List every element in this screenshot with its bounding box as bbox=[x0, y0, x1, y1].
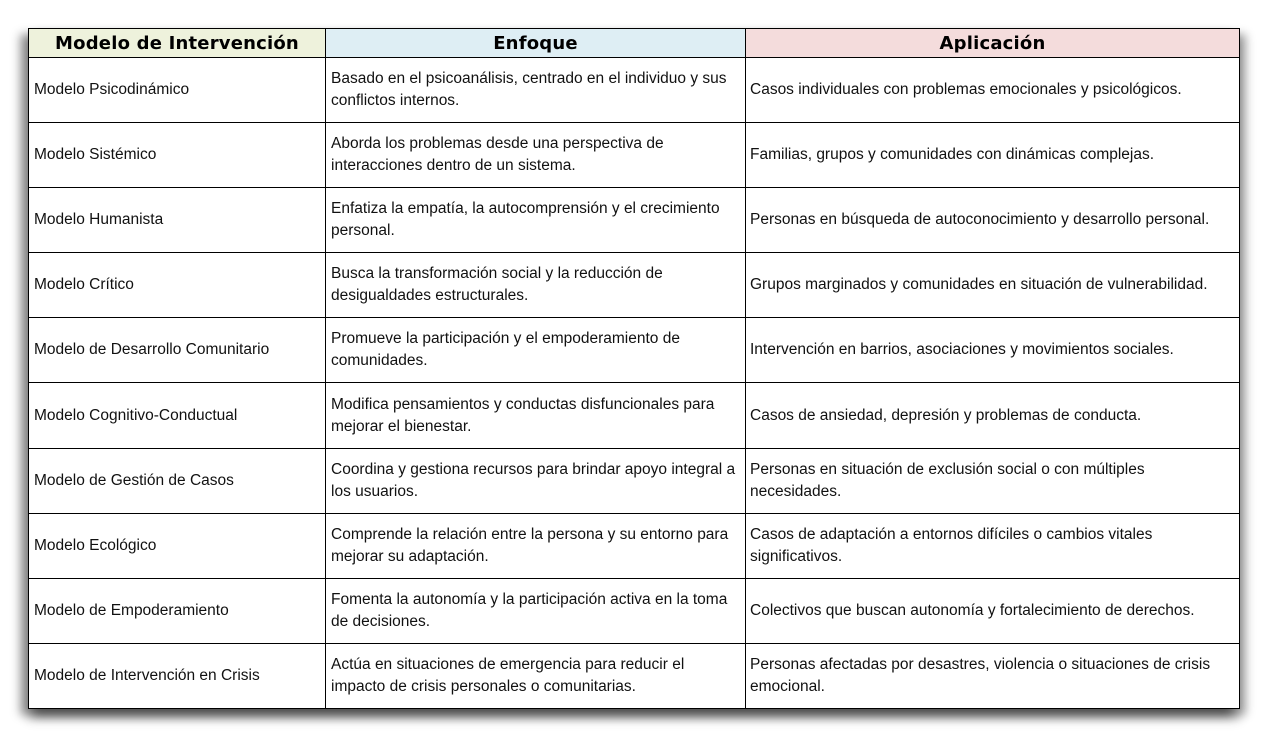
table-row bbox=[29, 643, 1240, 708]
intervention-models-table bbox=[28, 28, 1240, 709]
table-frame bbox=[28, 28, 1239, 709]
cell-modelo: Modelo de Empoderamiento bbox=[29, 578, 326, 643]
cell-aplicacion: Casos individuales con problemas emocionales y psicológicos. bbox=[746, 58, 1240, 123]
cell-enfoque: Basado en el psicoanálisis, centrado en el individuo y sus conflictos internos. bbox=[326, 58, 746, 123]
cell-enfoque: Busca la transformación social y la reducción de desigualdades estructurales. bbox=[326, 253, 746, 318]
table-row bbox=[29, 383, 1240, 448]
cell-enfoque: Aborda los problemas desde una perspectiva de interacciones dentro de un sistema. bbox=[326, 123, 746, 188]
table-row bbox=[29, 253, 1240, 318]
header-enfoque: Enfoque bbox=[326, 29, 746, 58]
cell-enfoque: Modifica pensamientos y conductas disfuncionales para mejorar el bienestar. bbox=[326, 383, 746, 448]
cell-aplicacion: Familias, grupos y comunidades con dinámicas complejas. bbox=[746, 123, 1240, 188]
table-row bbox=[29, 318, 1240, 383]
table-row bbox=[29, 188, 1240, 253]
cell-aplicacion: Intervención en barrios, asociaciones y movimientos sociales. bbox=[746, 318, 1240, 383]
cell-aplicacion: Personas en situación de exclusión social o con múltiples necesidades. bbox=[746, 448, 1240, 513]
cell-modelo: Modelo Cognitivo-Conductual bbox=[29, 383, 326, 448]
table-row bbox=[29, 58, 1240, 123]
cell-aplicacion: Colectivos que buscan autonomía y fortalecimiento de derechos. bbox=[746, 578, 1240, 643]
cell-modelo: Modelo de Gestión de Casos bbox=[29, 448, 326, 513]
cell-modelo: Modelo de Intervención en Crisis bbox=[29, 643, 326, 708]
cell-enfoque: Enfatiza la empatía, la autocomprensión y el crecimiento personal. bbox=[326, 188, 746, 253]
cell-modelo: Modelo Ecológico bbox=[29, 513, 326, 578]
cell-enfoque: Actúa en situaciones de emergencia para reducir el impacto de crisis personales o comunitarias. bbox=[326, 643, 746, 708]
header-aplicacion: Aplicación bbox=[746, 29, 1240, 58]
cell-aplicacion: Personas afectadas por desastres, violencia o situaciones de crisis emocional. bbox=[746, 643, 1240, 708]
cell-aplicacion: Casos de ansiedad, depresión y problemas de conducta. bbox=[746, 383, 1240, 448]
cell-modelo: Modelo Crítico bbox=[29, 253, 326, 318]
cell-modelo: Modelo Psicodinámico bbox=[29, 58, 326, 123]
table-row bbox=[29, 513, 1240, 578]
cell-enfoque: Promueve la participación y el empoderamiento de comunidades. bbox=[326, 318, 746, 383]
cell-aplicacion: Personas en búsqueda de autoconocimiento y desarrollo personal. bbox=[746, 188, 1240, 253]
table-header-row bbox=[29, 29, 1240, 58]
cell-modelo: Modelo de Desarrollo Comunitario bbox=[29, 318, 326, 383]
cell-modelo: Modelo Sistémico bbox=[29, 123, 326, 188]
cell-enfoque: Comprende la relación entre la persona y su entorno para mejorar su adaptación. bbox=[326, 513, 746, 578]
cell-modelo: Modelo Humanista bbox=[29, 188, 326, 253]
table-row bbox=[29, 123, 1240, 188]
cell-enfoque: Coordina y gestiona recursos para brindar apoyo integral a los usuarios. bbox=[326, 448, 746, 513]
cell-aplicacion: Casos de adaptación a entornos difíciles o cambios vitales significativos. bbox=[746, 513, 1240, 578]
cell-enfoque: Fomenta la autonomía y la participación activa en la toma de decisiones. bbox=[326, 578, 746, 643]
cell-aplicacion: Grupos marginados y comunidades en situación de vulnerabilidad. bbox=[746, 253, 1240, 318]
table-row bbox=[29, 578, 1240, 643]
table-row bbox=[29, 448, 1240, 513]
header-modelo: Modelo de Intervención bbox=[29, 29, 326, 58]
